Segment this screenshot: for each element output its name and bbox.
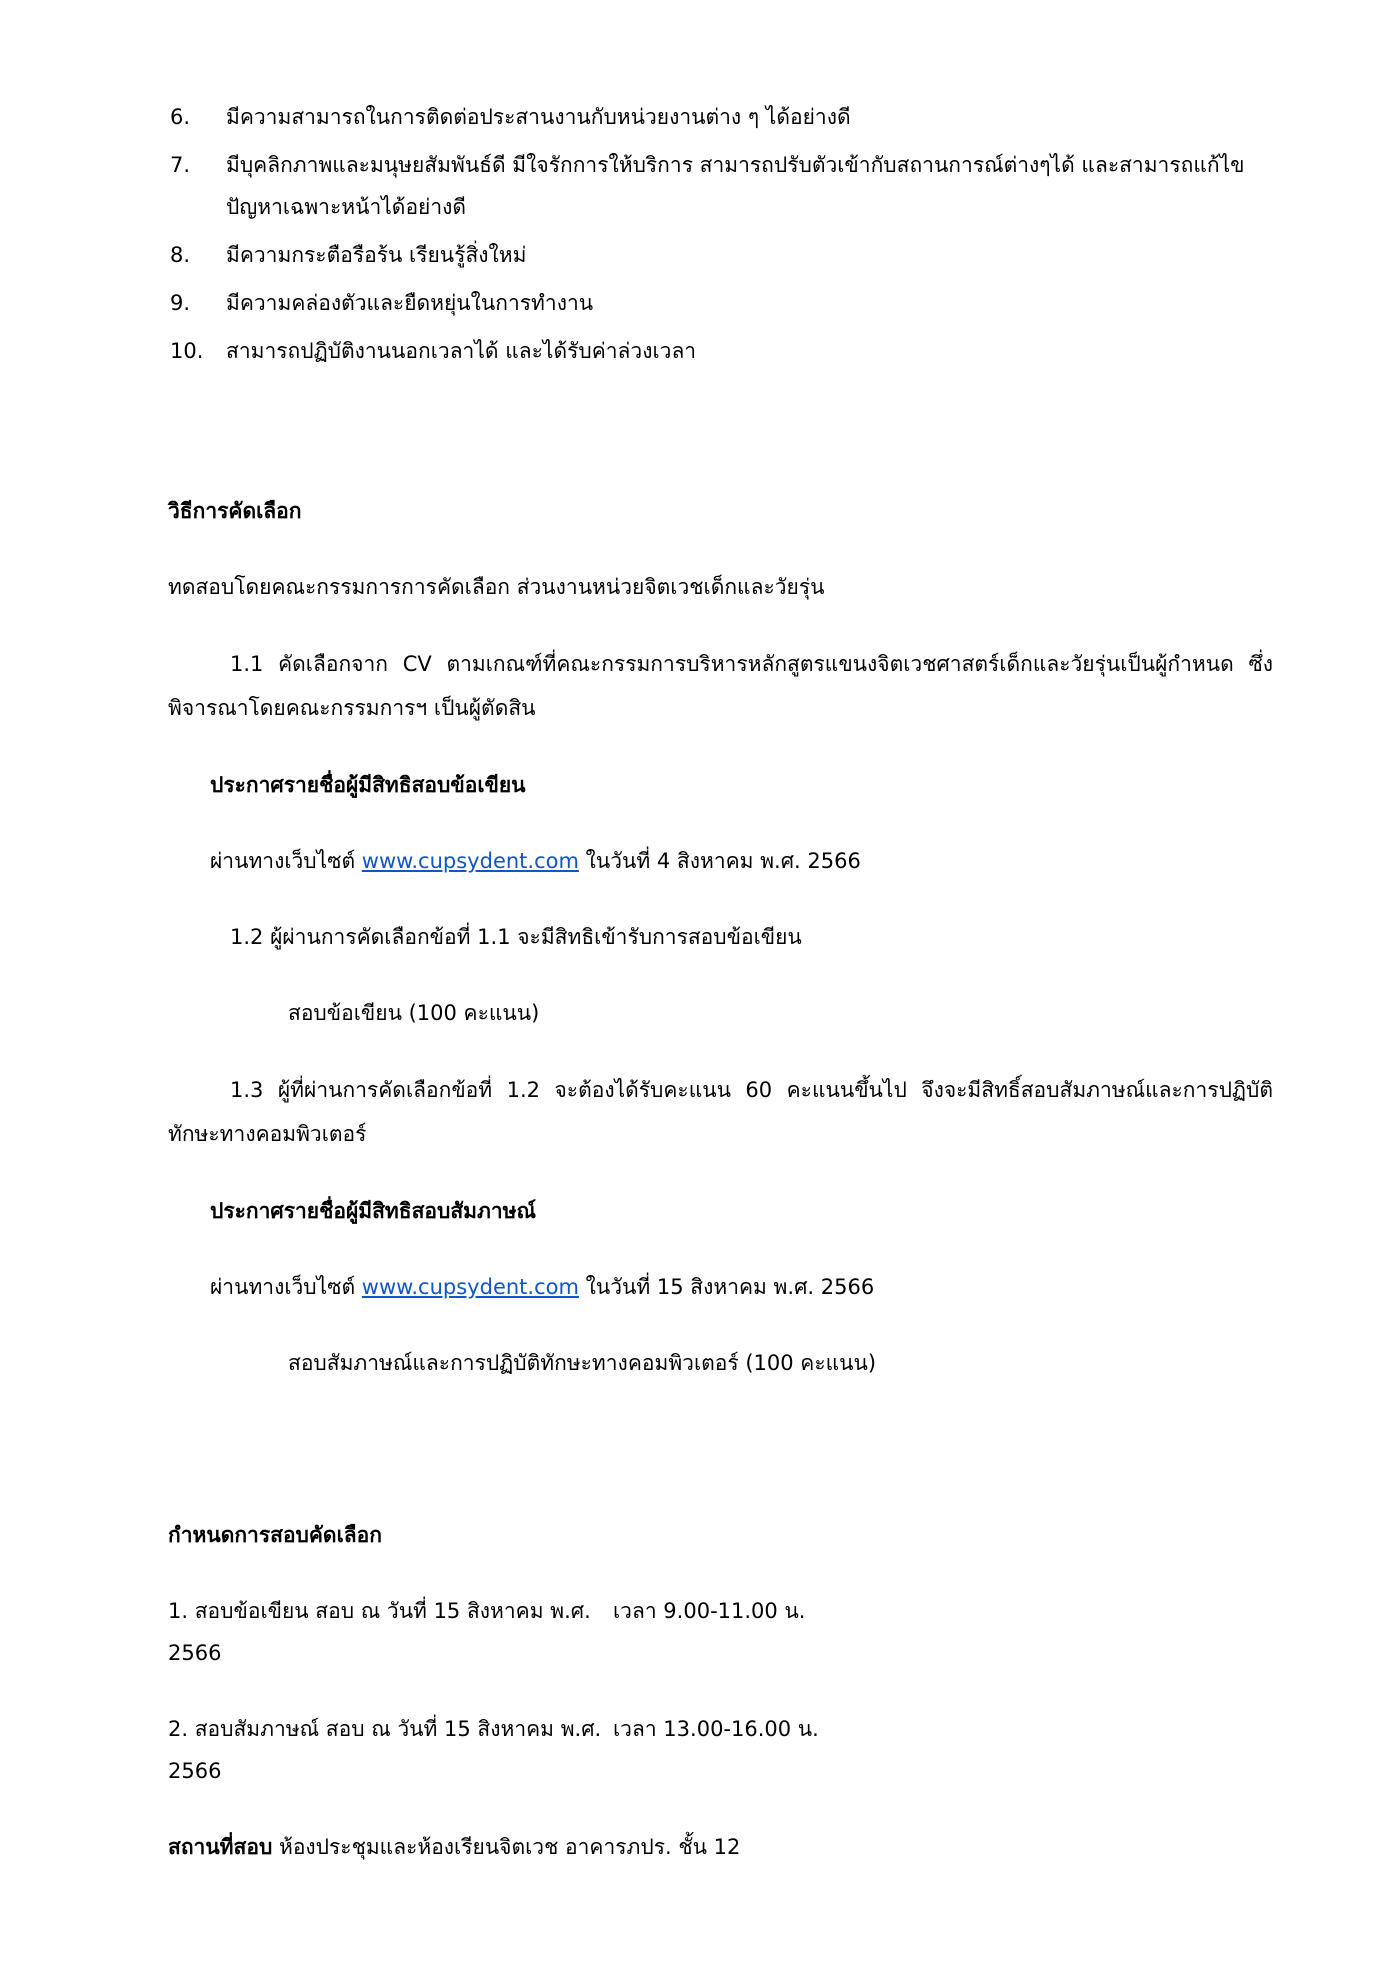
top-spacer: [168, 0, 1273, 96]
list-item-marker: 9.: [170, 291, 191, 315]
written-announce-suffix: ในวันที่ 4 สิงหาคม พ.ศ. 2566: [578, 849, 861, 873]
gap-after-1-1: [168, 730, 1273, 764]
schedule-row-label: 1. สอบข้อเขียน สอบ ณ วันที่ 15 สิงหาคม พ.ศ. 2566: [168, 1599, 591, 1665]
venue-line: [168, 1826, 1273, 1868]
gap-after-written-score: [168, 1034, 1273, 1068]
gap-after-written-line: [168, 882, 1273, 916]
list-item-text: มีความกระตือรือร้น เรียนรู้สิ่งใหม่: [226, 243, 527, 267]
schedule-row: [168, 1708, 1273, 1792]
cupsydent-link-written[interactable]: www.cupsydent.com: [361, 849, 579, 873]
venue-label: สถานที่สอบ: [168, 1835, 273, 1859]
interview-announce-prefix: ผ่านทางเว็บไซต์: [210, 1275, 362, 1299]
gap-after-schedule-heading: [168, 1556, 1273, 1590]
interview-exam-score: สอบสัมภาษณ์และการปฏิบัติทักษะทางคอมพิวเตอร์ (100 คะแนน): [288, 1351, 877, 1375]
section-gap-2b: [168, 1480, 1273, 1514]
gap-after-1-2: [168, 958, 1273, 992]
interview-announcement-line: [168, 1266, 1273, 1308]
interview-announce-suffix: ในวันที่ 15 สิงหาคม พ.ศ. 2566: [578, 1275, 875, 1299]
gap-after-intro: [168, 608, 1273, 642]
gap-before-venue: [168, 1792, 1273, 1826]
selection-step-1-3: 1.3 ผู้ที่ผ่านการคัดเลือกข้อที่ 1.2 จะต้องได้รับคะแนน 60 คะแนนขึ้นไป จึงจะมีสิทธิ์สอบสัมภาษณ์และการปฏิบัติทักษะทางคอมพิวเตอร์: [168, 1078, 1273, 1146]
gap-after-written-heading: [168, 806, 1273, 840]
written-exam-announcement-line: [168, 840, 1273, 882]
section-gap-2: [168, 1384, 1273, 1480]
schedule-row-label: 2. สอบสัมภาษณ์ สอบ ณ วันที่ 15 สิงหาคม พ.ศ. 2566: [168, 1717, 602, 1783]
list-item: [168, 96, 1273, 138]
list-item-text: สามารถปฏิบัติงานนอกเวลาได้ และได้รับค่าล่วงเวลา: [226, 339, 697, 363]
cupsydent-link-interview[interactable]: www.cupsydent.com: [361, 1275, 579, 1299]
list-item-text: มีความคล่องตัวและยืดหยุ่นในการทำงาน: [226, 291, 594, 315]
document-content: [168, 0, 1273, 1868]
list-item: [168, 234, 1273, 276]
written-exam-announcement-heading: ประกาศรายชื่อผู้มีสิทธิสอบข้อเขียน: [210, 773, 526, 797]
qualifications-list: [168, 96, 1273, 372]
list-item-marker: 10.: [170, 339, 204, 363]
gap-between-schedule-rows: [168, 1674, 1273, 1708]
list-item: [168, 282, 1273, 324]
schedule-heading: กำหนดการสอบคัดเลือก: [168, 1523, 382, 1547]
written-announce-prefix: ผ่านทางเว็บไซต์: [210, 849, 362, 873]
section-gap-1: [168, 378, 1273, 474]
schedule-row-time: เวลา 9.00-11.00 น.: [613, 1599, 806, 1623]
written-exam-score: สอบข้อเขียน (100 คะแนน): [288, 1001, 540, 1025]
list-item-text: มีบุคลิกภาพและมนุษยสัมพันธ์ดี มีใจรักการให้บริการ สามารถปรับตัวเข้ากับสถานการณ์ต่างๆได้ และสามารถแก้ไขปัญหาเฉพาะหน้าได้อย่างดี: [226, 153, 1245, 219]
list-item-text: มีความสามารถในการติดต่อประสานงานกับหน่วยงานต่าง ๆ ได้อย่างดี: [226, 105, 851, 129]
selection-method-heading: วิธีการคัดเลือก: [168, 499, 302, 523]
list-item: [168, 144, 1273, 228]
selection-step-1-2: 1.2 ผู้ผ่านการคัดเลือกข้อที่ 1.1 จะมีสิทธิเข้ารับการสอบข้อเขียน: [230, 925, 802, 949]
list-item-marker: 7.: [170, 153, 191, 177]
schedule-row-time: เวลา 13.00-16.00 น.: [613, 1717, 819, 1741]
gap-after-interview-heading: [168, 1232, 1273, 1266]
venue-value: ห้องประชุมและห้องเรียนจิตเวช อาคารภปร. ชั้น 12: [272, 1835, 741, 1859]
interview-announcement-heading: ประกาศรายชื่อผู้มีสิทธิสอบสัมภาษณ์: [210, 1199, 536, 1223]
schedule-row: [168, 1590, 1273, 1674]
list-item-marker: 8.: [170, 243, 191, 267]
gap-after-heading: [168, 532, 1273, 566]
gap-after-interview-line: [168, 1308, 1273, 1342]
list-item: [168, 330, 1273, 372]
gap-after-1-3: [168, 1156, 1273, 1190]
selection-method-intro: ทดสอบโดยคณะกรรมการการคัดเลือก ส่วนงานหน่วยจิตเวชเด็กและวัยรุ่น: [168, 575, 825, 599]
section-gap-1b: [168, 474, 1273, 490]
list-item-marker: 6.: [170, 105, 191, 129]
selection-step-1-1: 1.1 คัดเลือกจาก CV ตามเกณฑ์ที่คณะกรรมการบริหารหลักสูตรแขนงจิตเวชศาสตร์เด็กและวัยรุ่นเป็นผู้กำหนด ซึ่งพิจารณาโดยคณะกรรมการฯ เป็นผู้ตัดสิน: [168, 652, 1273, 720]
